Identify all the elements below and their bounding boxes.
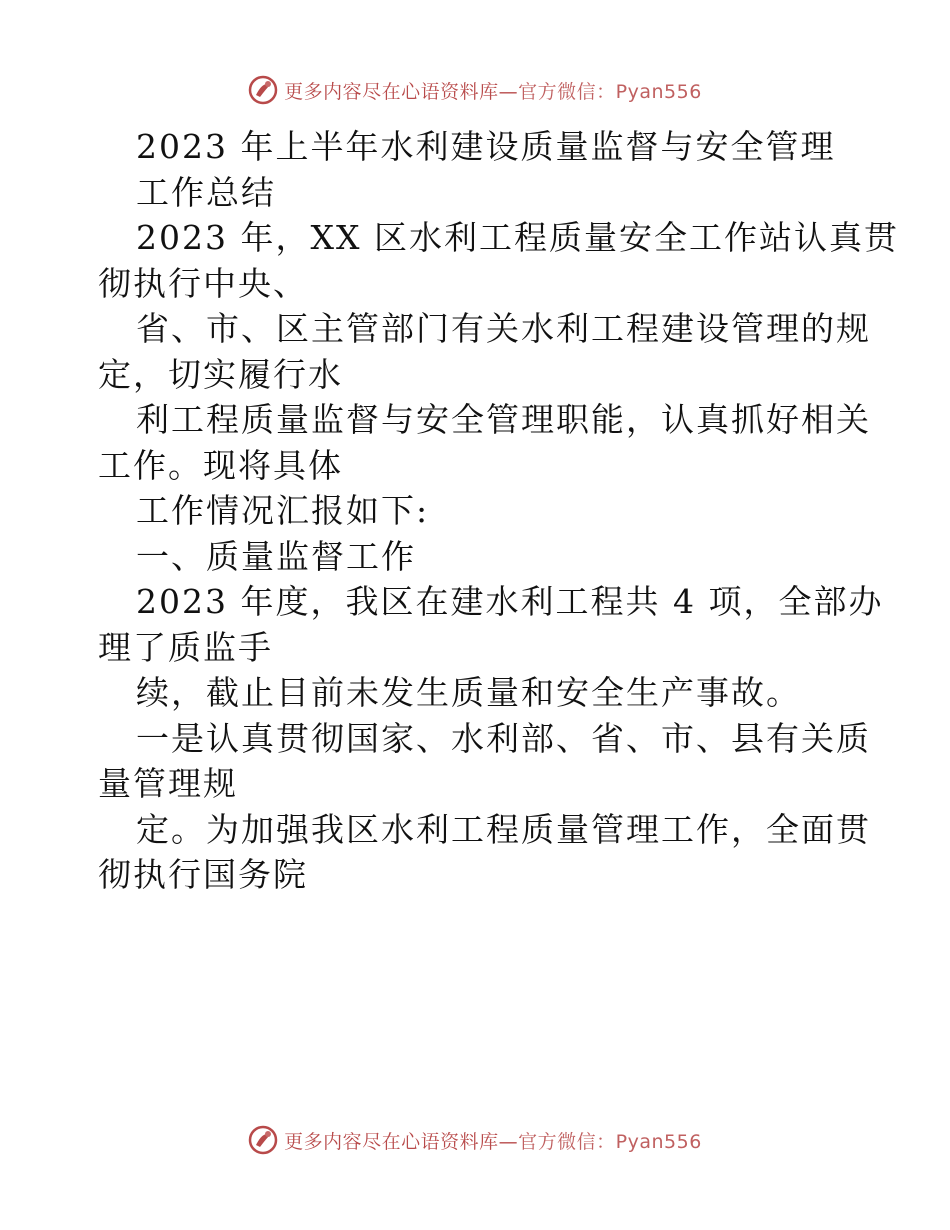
paragraph-line: 利工程质量监督与安全管理职能，认真抓好相关 <box>136 400 871 439</box>
paragraph-line: 续，截止目前未发生质量和安全生产事故。 <box>136 673 801 712</box>
paragraph-line: 理了质监手 <box>98 627 273 667</box>
document-title-line-2: 工作总结 <box>136 172 276 212</box>
paragraph-line: 定。为加强我区水利工程质量管理工作，全面贯 <box>136 809 871 849</box>
paragraph-line: 定，切实履行水 <box>98 354 343 394</box>
section-heading: 一、质量监督工作 <box>136 536 416 576</box>
watermark-text: 更多内容尽在心语资料库—官方微信：Pyan556 <box>284 80 702 103</box>
paragraph-line: 彻执行国务院 <box>98 855 308 894</box>
paragraph-line: 工作情况汇报如下: <box>136 491 430 530</box>
rose-pen-icon <box>248 1125 278 1155</box>
paragraph-line: 彻执行中央、 <box>98 263 308 303</box>
document-body <box>98 124 899 898</box>
paragraph-line: 工作。现将具体 <box>98 445 343 485</box>
watermark-footer <box>0 1120 950 1160</box>
paragraph-line: 省、市、区主管部门有关水利工程建设管理的规 <box>136 309 871 348</box>
watermark-header <box>0 70 950 110</box>
paragraph-line: 2023 年，XX 区水利工程质量安全工作站认真贯 <box>136 218 899 257</box>
document-title-line-1: 2023 年上半年水利建设质量监督与安全管理 <box>136 127 836 166</box>
rose-pen-icon <box>248 75 278 105</box>
paragraph-line: 量管理规 <box>98 764 238 803</box>
watermark-text: 更多内容尽在心语资料库—官方微信：Pyan556 <box>284 1130 702 1153</box>
paragraph-line: 2023 年度，我区在建水利工程共 4 项，全部办 <box>136 582 884 621</box>
paragraph-line: 一是认真贯彻国家、水利部、省、市、县有关质 <box>136 718 871 758</box>
